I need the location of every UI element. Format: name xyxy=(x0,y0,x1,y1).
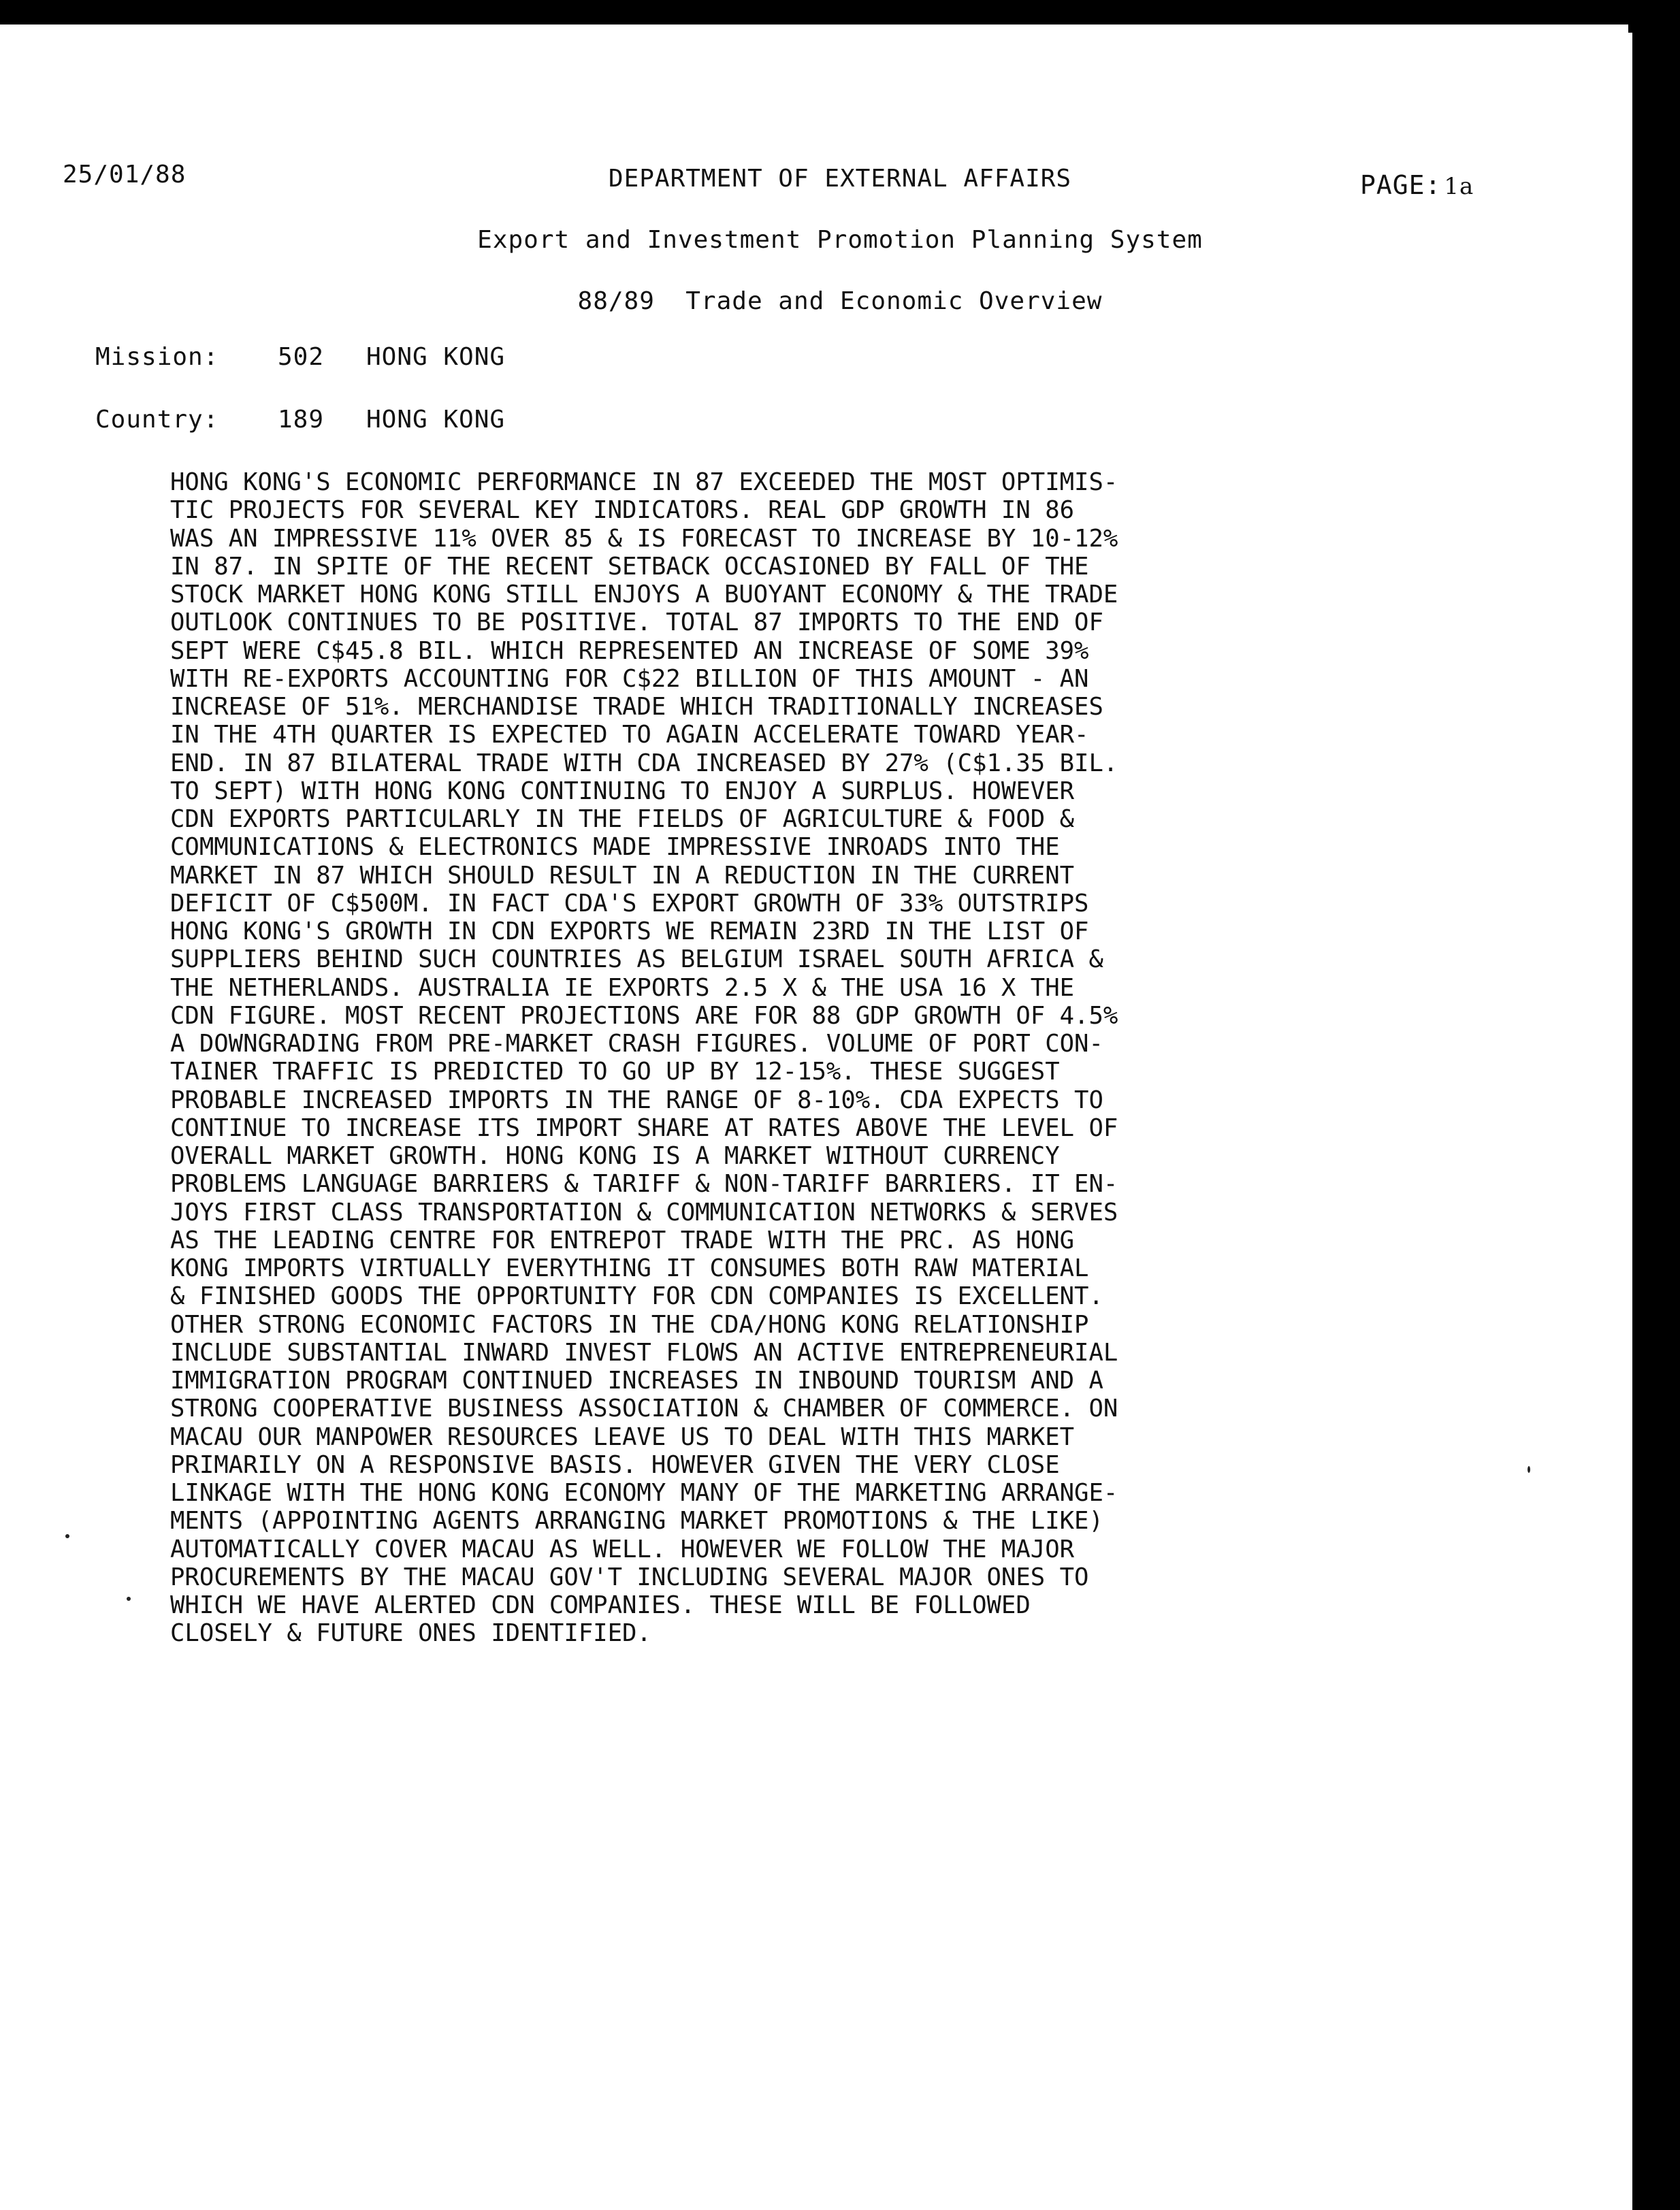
page-indicator xyxy=(1360,170,1474,200)
scan-edge-notch xyxy=(1628,25,1632,33)
scan-speck xyxy=(127,1597,131,1601)
mission-row xyxy=(95,343,505,371)
scan-speck xyxy=(65,1534,69,1538)
overview-title: 88/89 Trade and Economic Overview xyxy=(577,287,1103,315)
system-title: Export and Investment Promotion Planning System xyxy=(477,226,1203,254)
mission-code: 502 xyxy=(278,343,325,371)
country-row xyxy=(95,406,505,434)
scan-edge-right xyxy=(1632,0,1680,2210)
department-title: DEPARTMENT OF EXTERNAL AFFAIRS xyxy=(608,165,1072,193)
scan-edge-top xyxy=(0,0,1680,25)
document-date: 25/01/88 xyxy=(63,161,187,189)
page-label: PAGE: xyxy=(1360,170,1442,200)
overview-body-text: HONG KONG'S ECONOMIC PERFORMANCE IN 87 EXCEEDED THE MOST OPTIMIS- TIC PROJECTS FOR SEVERAL KEY INDICATORS. REAL GDP GROWTH IN 86 WAS AN IMPRESSIVE 11% OVER 85 & IS FORECAST TO INCREASE BY 10-12% IN 87. IN SPITE OF THE RECENT SETBACK OCCASIONED BY FALL OF THE STOCK MARKET HONG KONG STILL ENJOYS A BUOYANT ECONOMY & THE TRADE OUTLOOK CONTINUES TO BE POSITIVE. TOTAL 87 IMPORTS TO THE END OF SEPT WERE C$45.8 BIL. WHICH REPRESENTED AN INCREASE OF SOME 39% WITH RE-EXPORTS ACCOUNTING FOR C$22 BILLION OF THIS AMOUNT - AN INCREASE OF 51%. MERCHANDISE TRADE WHICH TRADITIONALLY INCREASES IN THE 4TH QUARTER IS EXPECTED TO AGAIN ACCELERATE TOWARD YEAR- END. IN 87 BILATERAL TRADE WITH CDA INCREASED BY 27% (C$1.35 BIL. TO SEPT) WITH HONG KONG CONTINUING TO ENJOY A SURPLUS. HOWEVER CDN EXPORTS PARTICULARLY IN THE FIELDS OF AGRICULTURE & FOOD & COMMUNICATIONS & ELECTRONICS MADE IMPRESSIVE INROADS INTO THE MARKET IN 87 WHICH SHOULD RESULT IN A REDUCTION IN THE CURRENT DEFICIT OF C$500M. IN FACT CDA'S EXPORT GROWTH OF 33% OUTSTRIPS HONG KONG'S GROWTH IN CDN EXPORTS WE REMAIN 23RD IN THE LIST OF SUPPLIERS BEHIND SUCH COUNTRIES AS BELGIUM ISRAEL SOUTH AFRICA & THE NETHERLANDS. AUSTRALIA IE EXPORTS 2.5 X & THE USA 16 X THE CDN FIGURE. MOST RECENT PROJECTIONS ARE FOR 88 GDP GROWTH OF 4.5% A DOWNGRADING FROM PRE-MARKET CRASH FIGURES. VOLUME OF PORT CON- TAINER TRAFFIC IS PREDICTED TO GO UP BY 12-15%. THESE SUGGEST PROBABLE INCREASED IMPORTS IN THE RANGE OF 8-10%. CDA EXPECTS TO CONTINUE TO INCREASE ITS IMPORT SHARE AT RATES ABOVE THE LEVEL OF OVERALL MARKET GROWTH. HONG KONG IS A MARKET WITHOUT CURRENCY PROBLEMS LANGUAGE BARRIERS & TARIFF & NON-TARIFF BARRIERS. IT EN- JOYS FIRST CLASS TRANSPORTATION & COMMUNICATION NETWORKS & SERVES AS THE LEADING CENTRE FOR ENTREPOT TRADE WITH THE PRC. AS HONG KONG IMPORTS VIRTUALLY EVERYTHING IT CONSUMES BOTH RAW MATERIAL & FINISHED GOODS THE OPPORTUNITY FOR CDN COMPANIES IS EXCELLENT. OTHER STRONG ECONOMIC FACTORS IN THE CDA/HONG KONG RELATIONSHIP INCLUDE SUBSTANTIAL INWARD INVEST FLOWS AN ACTIVE ENTREPRENEURIAL IMMIGRATION PROGRAM CONTINUED INCREASES IN INBOUND TOURISM AND A STRONG COOPERATIVE BUSINESS ASSOCIATION & CHAMBER OF COMMERCE. ON MACAU OUR MANPOWER RESOURCES LEAVE US TO DEAL WITH THIS MARKET PRIMARILY ON A RESPONSIVE BASIS. HOWEVER GIVEN THE VERY CLOSE LINKAGE WITH THE HONG KONG ECONOMY MANY OF THE MARKETING ARRANGE- MENTS (APPOINTING AGENTS ARRANGING MARKET PROMOTIONS & THE LIKE) AUTOMATICALLY COVER MACAU AS WELL. HOWEVER WE FOLLOW THE MAJOR PROCUREMENTS BY THE MACAU GOV'T INCLUDING SEVERAL MAJOR ONES TO WHICH WE HAVE ALERTED CDN COMPANIES. THESE WILL BE FOLLOWED CLOSELY & FUTURE ONES IDENTIFIED. xyxy=(170,468,1118,1648)
mission-label: Mission: xyxy=(95,343,219,371)
country-code: 189 xyxy=(278,406,325,434)
page-number: 1a xyxy=(1444,173,1474,200)
scan-speck xyxy=(1528,1466,1530,1473)
mission-name: HONG KONG xyxy=(366,343,506,371)
country-name: HONG KONG xyxy=(366,406,506,434)
country-label: Country: xyxy=(95,406,219,434)
